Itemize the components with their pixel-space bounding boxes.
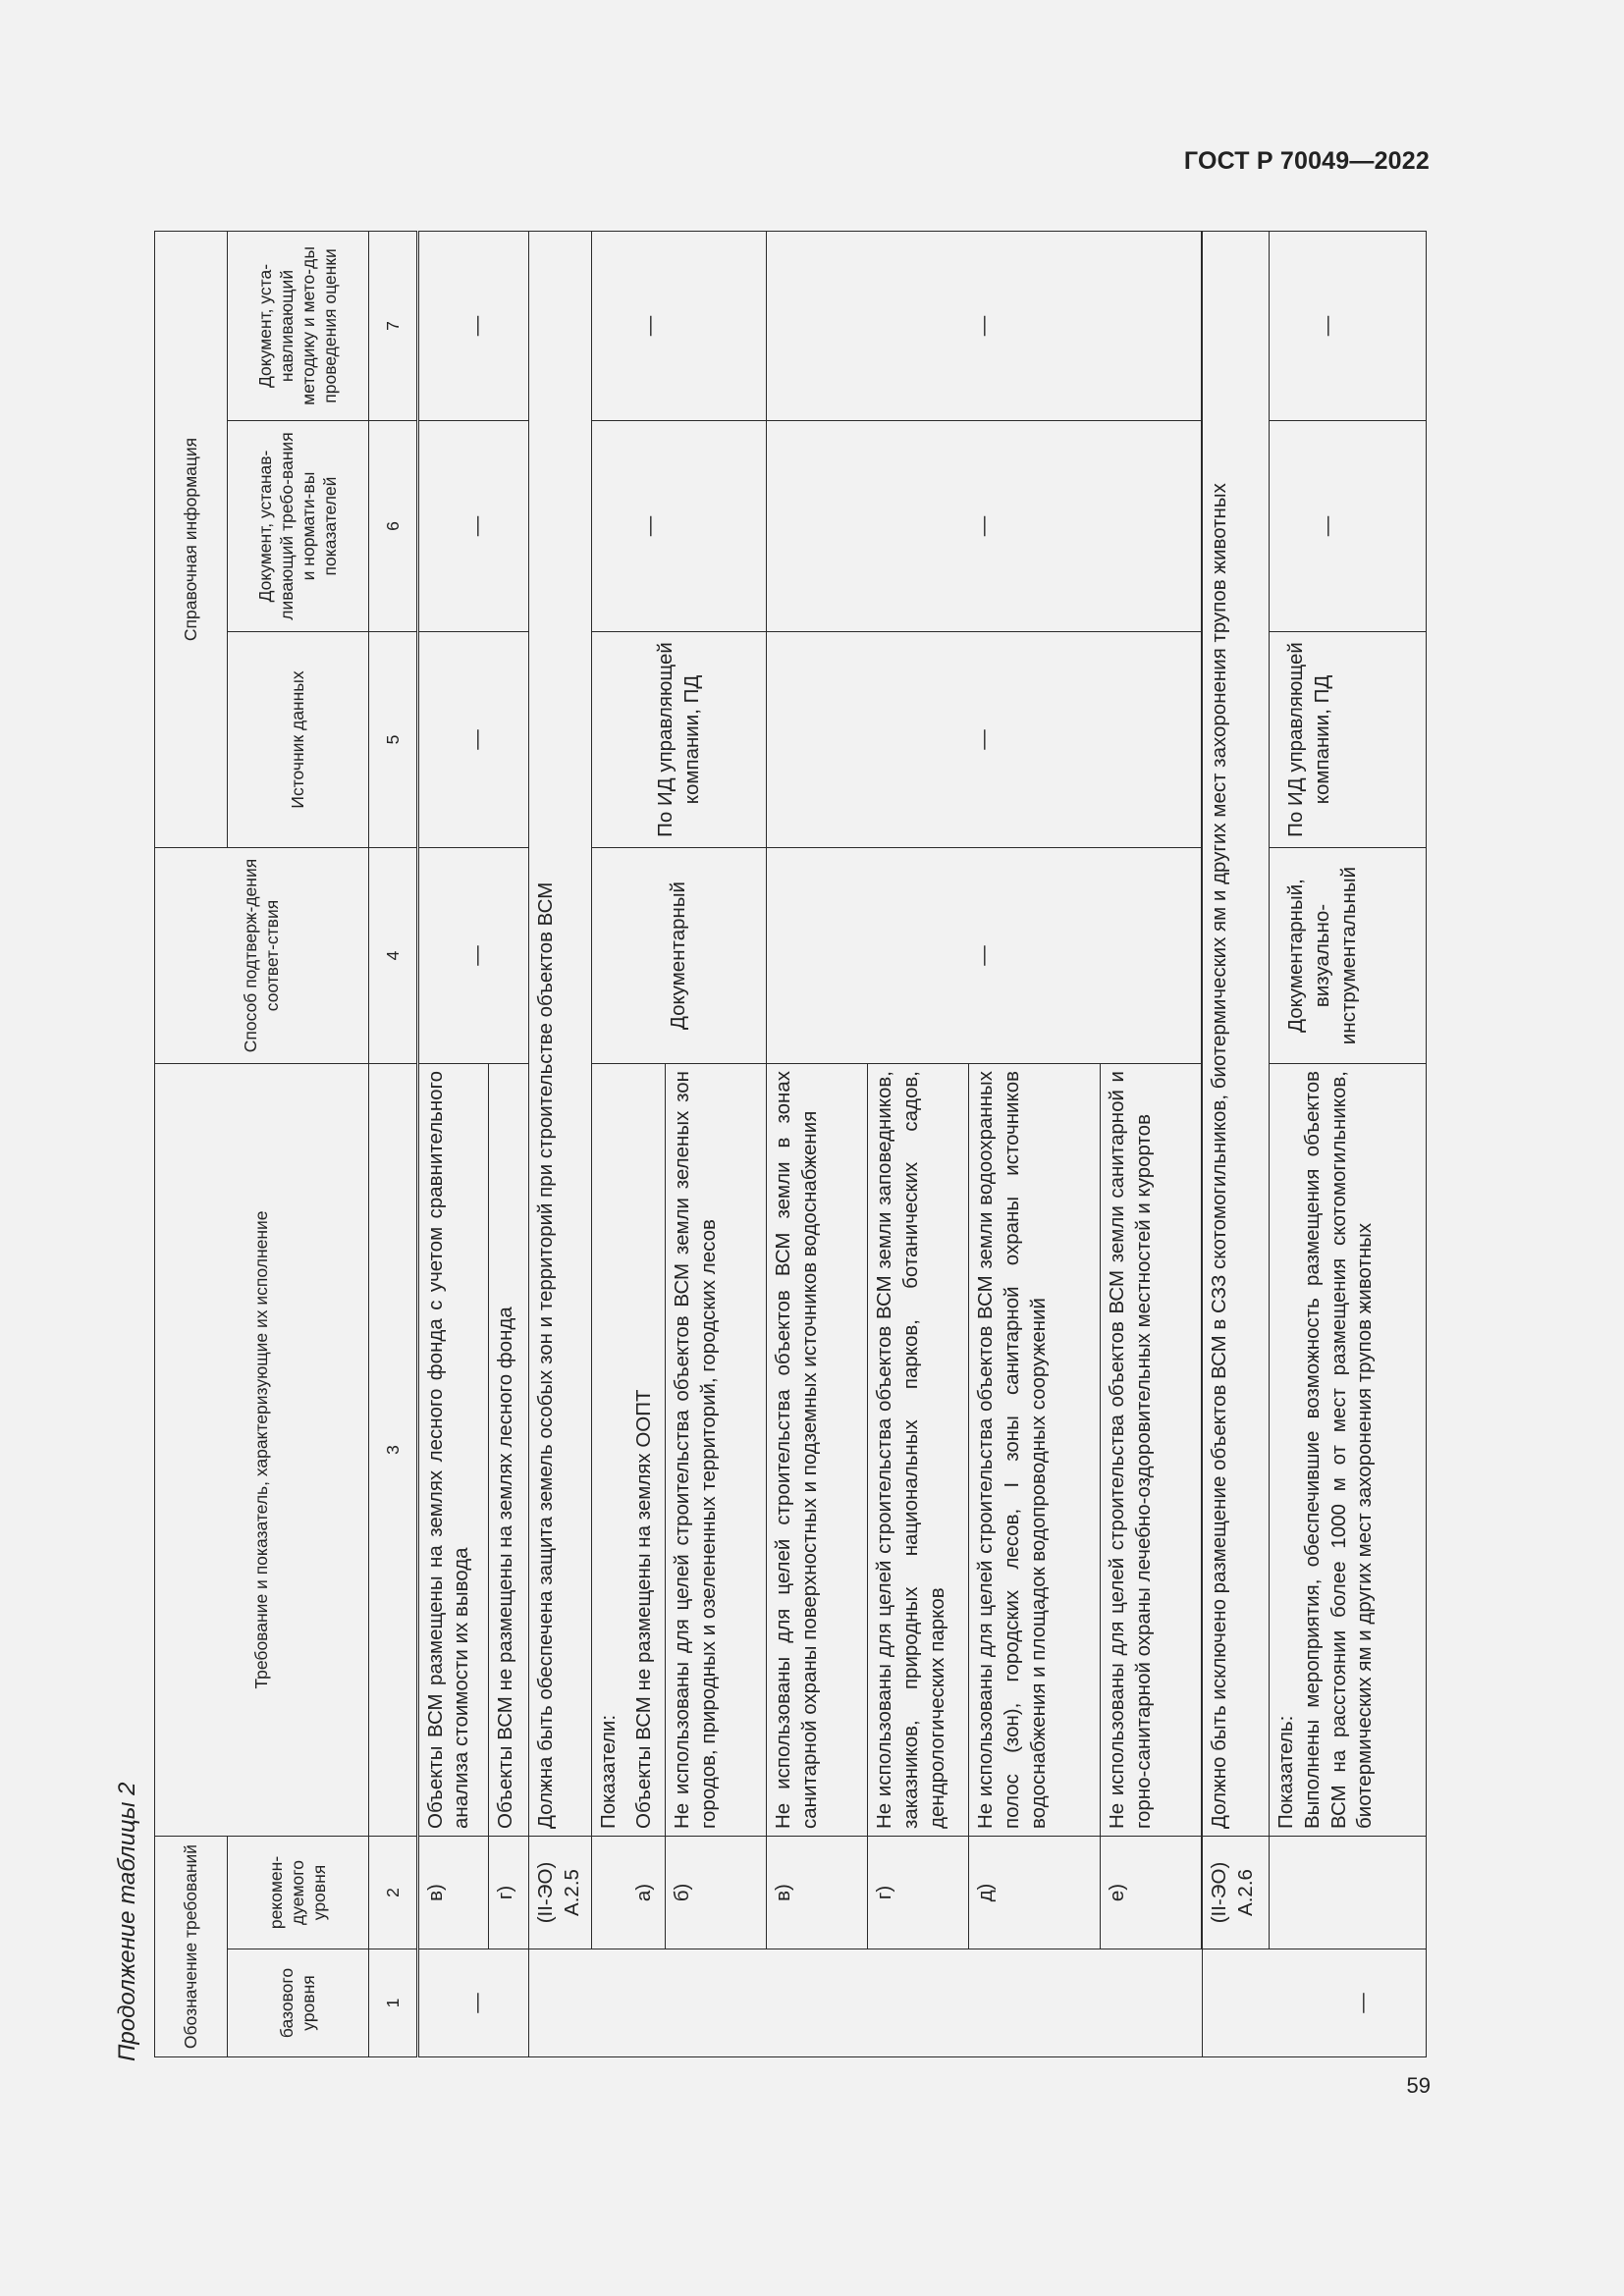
col-number: 6 — [369, 421, 417, 632]
col-number: 7 — [369, 231, 417, 420]
source-cell: По ИД управляющей компании, ПД — [592, 632, 767, 848]
col-number: 5 — [369, 632, 417, 848]
empty-cell — [592, 1837, 627, 1949]
dash-cell: — — [417, 231, 528, 420]
requirement-title: Должна быть обеспечена защита земель особых зон и территорий при строительстве объектов ВСМ — [529, 231, 592, 1836]
header-doc-methods: Документ, уста-навливающий методику и мето-ды проведения оценки — [228, 231, 369, 420]
requirement-code: (II-ЭО) А.2.6 — [1203, 1837, 1270, 1949]
row-code: в) — [417, 1837, 488, 1949]
dash-cell: — — [417, 421, 528, 632]
header-requirement: Требование и показатель, характеризующие их исполнение — [155, 1064, 369, 1837]
requirement-text: Объекты ВСМ размещены на землях лесного фонда с учетом сравнительного анализа стоимости их вывода — [417, 1064, 488, 1837]
indicator-label: Показатель: — [1274, 1715, 1298, 1829]
header-doc-requirements: Документ, устанав-ливающий требо-вания и нормати-вы показателей — [228, 421, 369, 632]
requirements-table — [154, 232, 1427, 2057]
method-cell: Документарный — [592, 848, 767, 1064]
col-number: 1 — [369, 1949, 417, 2057]
row-code: в) — [767, 1837, 868, 1949]
header-designation: Обозначение требований — [155, 1837, 228, 2057]
dash-cell: — — [1270, 231, 1427, 420]
dash-cell: — — [767, 421, 1202, 632]
header-method: Способ подтверж-дения соответ-ствия — [155, 848, 369, 1064]
dash-cell: — — [767, 848, 1202, 1064]
row-code: б) — [666, 1837, 767, 1949]
empty-cell — [529, 1949, 1203, 2057]
indicator-text: Не использованы для целей строительства объектов ВСМ земли в зонах санитарной охраны поверхностных и подземных источников водоснабжения — [767, 1064, 868, 1837]
table-continuation-caption: Продолжение таблицы 2 — [114, 1782, 140, 2061]
row-code: д) — [969, 1837, 1101, 1949]
dash-cell: — — [767, 632, 1202, 848]
header-source: Источник данных — [228, 632, 369, 848]
method-cell: Документарный, визуально-инструментальный — [1270, 848, 1427, 1064]
source-cell: По ИД управляющей компании, ПД — [1270, 632, 1427, 848]
dash-cell: — — [417, 1949, 528, 2057]
dash-cell: — — [1270, 421, 1427, 632]
indicators-label: Показатели: — [592, 1064, 627, 1837]
dash-cell: — — [592, 421, 767, 632]
row-code: а) — [627, 1837, 666, 1949]
document-code: ГОСТ Р 70049—2022 — [1183, 147, 1430, 175]
header-reference: Справочная информация — [155, 231, 228, 847]
indicator-text: Не использованы для целей строительства объектов ВСМ земли санитарной и горно-санитарной охраны лечебно-оздоровительных местностей и курортов — [1101, 1064, 1202, 1837]
dash-cell: — — [1203, 1949, 1427, 2057]
indicator-text: Не использованы для целей строительства объектов ВСМ земли заповедников, заказников, природных национальных парков, ботанических садов, дендрологических парков — [868, 1064, 969, 1837]
requirement-title: Должно быть исключено размещение объектов ВСМ в СЗЗ скотомогильников, биотермических ям и других мест захоронения трупов животных — [1203, 231, 1270, 1836]
empty-cell — [1270, 1837, 1427, 1949]
page-number: 59 — [1406, 2073, 1431, 2098]
row-code: г) — [868, 1837, 969, 1949]
header-base-level: базового уровня — [228, 1949, 369, 2057]
indicator-text: Не использованы для целей строительства объектов ВСМ земли зеленых зон городов, природных и озелененных территорий, городских лесов — [666, 1064, 767, 1837]
dash-cell: — — [417, 632, 528, 848]
header-recommended-level: рекомен-дуемого уровня — [228, 1837, 369, 1949]
requirement-text: Объекты ВСМ не размещены на землях лесного фонда — [488, 1064, 528, 1837]
dash-cell: — — [592, 231, 767, 420]
indicator-cell — [1270, 1064, 1427, 1837]
row-code: г) — [488, 1837, 528, 1949]
dash-cell: — — [767, 231, 1202, 420]
col-number: 3 — [369, 1064, 417, 1837]
col-number: 2 — [369, 1837, 417, 1949]
indicator-text: Не использованы для целей строительства объектов ВСМ земли водоохранных полос (зон), городских лесов, I зоны санитарной охраны источников водоснабжения и площадок водопроводных сооружений — [969, 1064, 1101, 1837]
indicator-text: Выполнены мероприятия, обеспечившие возможность размещения объектов ВСМ на расстоянии более 1000 м от мест размещения скотомогильников, биотермических ям и других мест захоронения трупов животных — [1300, 1071, 1377, 1829]
col-number: 4 — [369, 848, 417, 1064]
dash-cell: — — [417, 848, 528, 1064]
row-code: е) — [1101, 1837, 1202, 1949]
indicator-text: Объекты ВСМ не размещены на землях ООПТ — [627, 1064, 666, 1837]
requirement-code: (II-ЭО) А.2.5 — [529, 1837, 592, 1949]
